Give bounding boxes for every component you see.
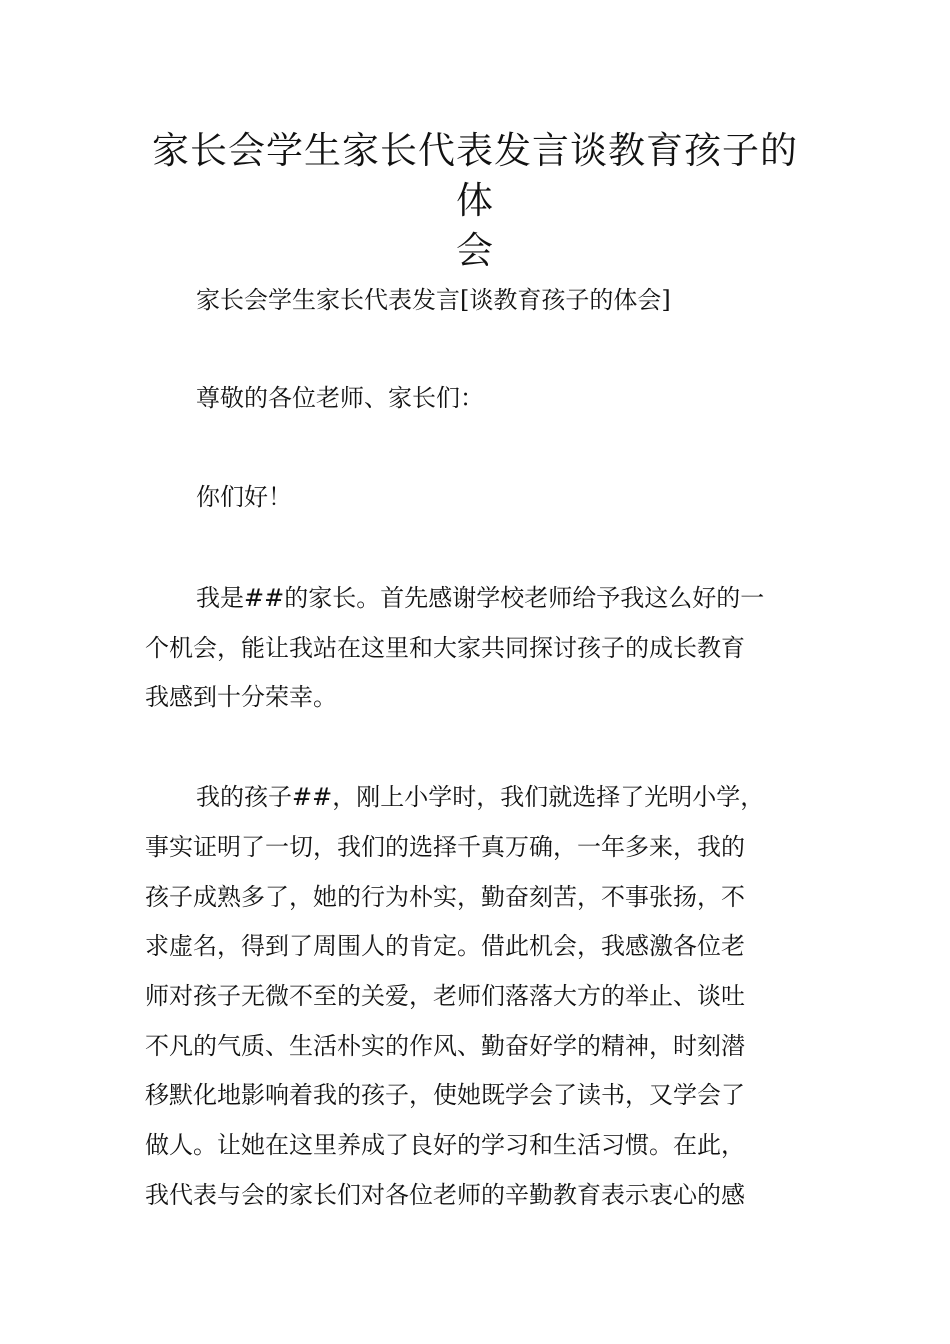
- paragraph-line: 我的孩子##，刚上小学时，我们就选择了光明小学，: [196, 783, 765, 811]
- greeting: 你们好！: [196, 483, 292, 511]
- subtitle: 家长会学生家长代表发言[谈教育孩子的体会]: [196, 286, 671, 314]
- paragraph-line: 我是##的家长。首先感谢学校老师给予我这么好的一: [196, 584, 765, 612]
- paragraph-line: 做人。让她在这里养成了良好的学习和生活习惯。在此，: [145, 1131, 745, 1159]
- paragraph-line: 我代表与会的家长们对各位老师的辛勤教育表示衷心的感: [145, 1181, 745, 1209]
- paragraph-line: 个机会，能让我站在这里和大家共同探讨孩子的成长教育: [145, 634, 745, 662]
- salutation: 尊敬的各位老师、家长们：: [196, 384, 484, 412]
- paragraph-line: 事实证明了一切，我们的选择千真万确，一年多来，我的: [145, 833, 745, 861]
- paragraph-line: 师对孩子无微不至的关爱，老师们落落大方的举止、谈吐: [145, 982, 745, 1010]
- paragraph-line: 我感到十分荣幸。: [145, 683, 337, 711]
- paragraph-line: 移默化地影响着我的孩子，使她既学会了读书，又学会了: [145, 1081, 745, 1109]
- paragraph-line: 求虚名，得到了周围人的肯定。借此机会，我感激各位老: [145, 932, 745, 960]
- paragraph-line: 孩子成熟多了，她的行为朴实，勤奋刻苦，不事张扬，不: [145, 883, 745, 911]
- title-line-2: 会: [456, 229, 494, 272]
- title-line-1: 家长会学生家长代表发言谈教育孩子的体: [152, 129, 798, 222]
- paragraph-line: 不凡的气质、生活朴实的作风、勤奋好学的精神，时刻潜: [145, 1032, 745, 1060]
- page-title: [140, 126, 810, 276]
